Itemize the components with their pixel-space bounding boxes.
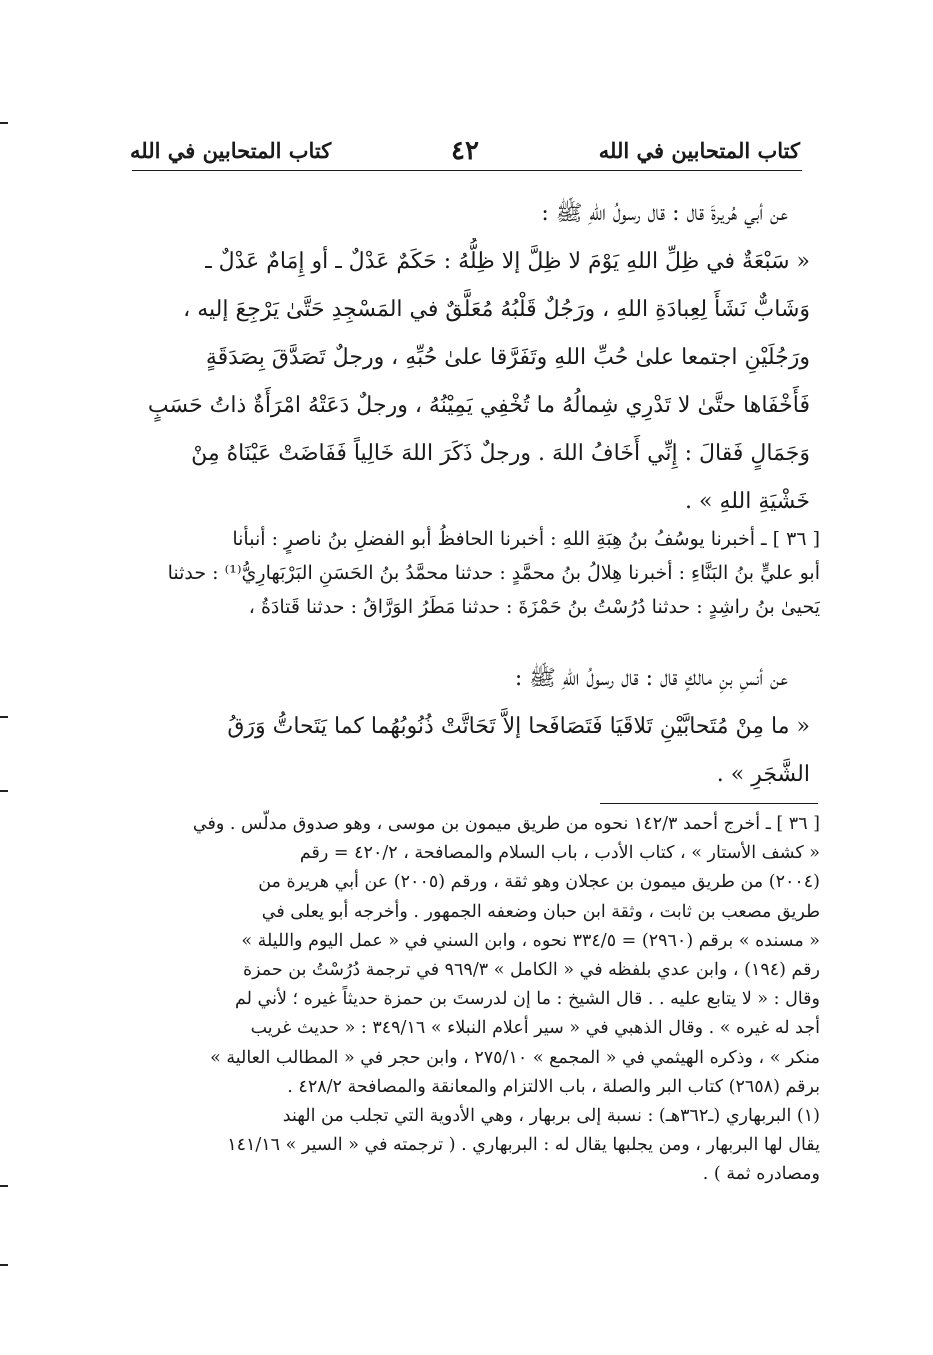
hadith-line: وَشَابٌّ نَشَأَ لِعِبادَةِ اللهِ ، ورَجُلٌ قَلْبُهُ مُعَلَّقٌ في المَسْجِدِ حَتَّىٰ يَرْجِعَ إليه ، (183, 297, 810, 322)
footnote-line: برقم (٢٦٥٨) كتاب البر والصلة ، باب الالتزام والمعانقة والمصافحة ٤٢٨/٢ . (287, 1076, 820, 1097)
isnad-line: يَحيىٰ بنُ راشِدٍ : حدثنا دُرُسْتُ بنُ حَمْزَةَ : حدثنا مَطَرُ الوَرَّاقُ : حدثنا قَتادَةُ ، (248, 596, 820, 618)
footnote-line: يقال لها البربهار ، ومن يجلبها يقال له : البربهاري . ( ترجمته في « السير » ١٤١/١٦ (227, 1135, 820, 1156)
footnote-line: (٢٠٠٤) من طريق ميمون بن عجلان وهو ثقة ، ورقم (٢٠٠٥) عن أبي هريرة من (258, 872, 820, 893)
footnote-line: (١) البربهاري (ـ٣٦٢هـ) : نسبة إلى بربهار ، وهي الأدوية التي تجلب من الهند (282, 1106, 820, 1127)
isnad-line: [ ٣٦ ] ـ أخبرنا يوسُفُ بنُ هِبَةِ اللهِ : أخبرنا الحافظُ أبو الفضلِ بنُ ناصرٍ : أنبأنا (232, 528, 820, 550)
footnote-rule (600, 803, 818, 804)
hadith-36 (130, 655, 810, 799)
footnote-line: طريق مصعب بن ثابت ، وثقة ابن حبان وضعفه الجمهور . وأخرجه أبو يعلى في (261, 901, 820, 922)
page-header (130, 128, 800, 168)
footnote-line: ومصادره ثمة ) . (702, 1164, 820, 1185)
hadith-line: ورَجُلَيْنِ اجتمعا علىٰ حُبِّ اللهِ وتَفَرَّقا علىٰ حُبِّهِ ، ورجلٌ تَصَدَّقَ بِصَدَقَةٍ (205, 345, 810, 370)
hadith-35 (130, 190, 810, 526)
hadith-line: فَأَخْفَاها حتَّىٰ لا تَدْرِي شِمالُهُ ما تُخْفِي يَمِيْنُهُ ، ورجلٌ دَعَتْهُ امْرَأَةٌ ذاتُ حَسَبٍ (147, 393, 810, 418)
hadith-line: « سَبْعَةٌ في ظِلِّ اللهِ يَوْمَ لا ظِلَّ إلا ظِلُّهُ : حَكَمٌ عَدْلٌ ـ أو إِمَامٌ عَدْلٌ ـ (205, 249, 810, 274)
margin-mark (0, 122, 8, 124)
footnote-line: « كشف الأستار » ، كتاب الأدب ، باب السلام والمصافحة ، ٤٢٠/٢ = رقم (299, 843, 820, 864)
isnad-line: أبو عليٍّ بنُ البَنَّاءِ : أخبرنا هِلالُ بنُ محمَّدٍ : حدثنا محمَّدُ بنُ الحَسَنِ البَرْبَهارِيُّ⁽¹⁾ : حدثنا (167, 562, 820, 584)
hadith-line: الشَّجَرِ » . (716, 762, 810, 787)
footnote-line: منكر » ، وذكره الهيثمي في « المجمع » ٢٧٥/١٠ ، وابن حجر في « المطالب العالية » (210, 1047, 820, 1068)
running-title: كتاب المتحابين في الله (598, 138, 800, 163)
footnote-line: رقم (١٩٤) ، وابن عدي بلفظه في « الكامل » ٩٦٩/٣ في ترجمة دُرُسْتُ بن حمزة (242, 960, 820, 981)
footnotes (130, 810, 820, 1190)
hadith-line: « ما مِنْ مُتَحابَّيْنِ تَلاقَيَا فَتَصَافَحا إلاَّ تَحَاتَّتْ ذُنُوبُهُما كما يَتَحاتُّ وَرَقُ (227, 714, 810, 739)
margin-mark (0, 716, 8, 718)
footnote-line: « مسنده » برقم (٢٩٦٠) = ٣٣٤/٥ نحوه ، وابن السني في « عمل اليوم والليلة » (241, 930, 820, 951)
footnote-line: وقال : « لا يتابع عليه . . قال الشيخ : ما إن لدرستَ بن حمزة حديثاً غيره ؛ لأني لم (235, 989, 820, 1010)
page-number: ٤٢ (451, 136, 479, 166)
margin-mark (0, 1264, 8, 1266)
header-rule (132, 170, 802, 171)
isnad-36 (130, 522, 820, 624)
hadith-line: عن أبي هُريرةَ قال : قال رسولُ اللهِ ﷺ : (541, 201, 788, 226)
hadith-line: وَجَمَالٍ فَقالَ : إِنِّي أَخَافُ اللهَ . ورجلٌ ذَكَرَ اللهَ خَالِياً فَفَاضَتْ عَيْنَاهُ مِنْ (191, 441, 810, 466)
footnote-line: أجد له غيره » . وقال الذهبي في « سير أعلام النبلاء » ٣٤٩/١٦ : « حديث غريب (250, 1018, 820, 1039)
hadith-line: خَشْيَةِ اللهِ » . (685, 489, 810, 514)
margin-mark (0, 790, 8, 792)
hadith-line: عن أنسِ بنِ مالكٍ قال : قال رسولُ اللهِ ﷺ : (514, 666, 788, 691)
footnote-line: [ ٣٦ ] ـ أخرج أحمد ١٤٢/٣ نحوه من طريق ميمون بن موسى ، وهو صدوق مدلّس . وفي (192, 814, 820, 834)
running-title-left: كتاب المتحابين في الله (130, 138, 332, 163)
margin-mark (0, 1185, 8, 1187)
